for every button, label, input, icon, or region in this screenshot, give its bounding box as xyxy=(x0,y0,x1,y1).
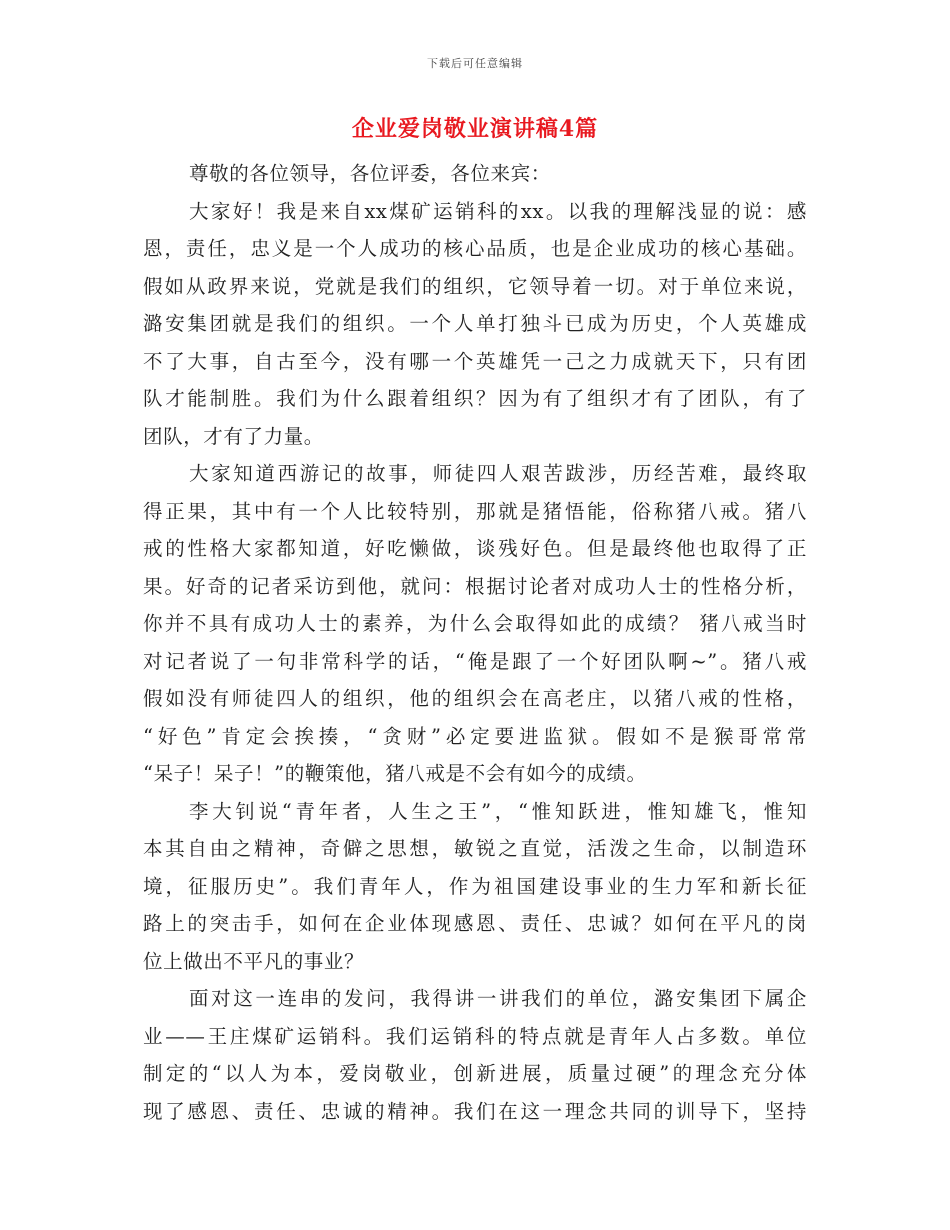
text-line: 尊敬的各位领导，各位评委，各位来宾： xyxy=(189,162,551,185)
text-line: 面对这一连串的发问，我得讲一讲我们的单位，潞安集团下属企 xyxy=(189,987,807,1010)
text-line: 大家知道西游记的故事，师徒四人艰苦跋涉，历经苦难，最终取 xyxy=(189,462,807,485)
text-line: 假如从政界来说，党就是我们的组织，它领导着一切。对于单位来说， xyxy=(143,274,807,298)
text-line: 现了感恩、责任、忠诚的精神。我们在这一理念共同的训导下，坚持 xyxy=(143,1099,807,1123)
text-line: 对记者说了一句非常科学的话，“俺是跟了一个好团队啊~”。猪八戒 xyxy=(143,649,807,673)
text-line: 制定的“以人为本，爱岗敬业，创新进展，质量过硬”的理念充分体 xyxy=(143,1062,807,1085)
text-line: 潞安集团就是我们的组织。一个人单打独斗已成为历史，个人英雄成 xyxy=(143,312,807,335)
text-line: 队才能制胜。我们为什么跟着组织？因为有了组织才有了团队，有了 xyxy=(143,387,807,410)
text-line: 果。好奇的记者采访到他，就问：根据讨论者对成功人士的性格分析， xyxy=(143,574,807,598)
text-line: 得正果，其中有一个人比较特别，那就是猪悟能，俗称猪八戒。猪八 xyxy=(143,499,807,523)
text-line: 假如没有师徒四人的组织，他的组织会在高老庄，以猪八戒的性格， xyxy=(143,687,807,710)
text-line: 业——王庄煤矿运销科。我们运销科的特点就是青年人占多数。单位 xyxy=(143,1024,807,1048)
text-line: 大家好！我是来自xx煤矿运销科的xx。以我的理解浅显的说：感 xyxy=(189,199,807,223)
text-line: 位上做出不平凡的事业？ xyxy=(143,949,365,973)
text-line: 路上的突击手，如何在企业体现感恩、责任、忠诚？如何在平凡的岗 xyxy=(143,912,807,935)
text-line: 团队，才有了力量。 xyxy=(143,424,324,448)
header-note: 下载后可任意编辑 xyxy=(427,57,523,70)
text-line: 恩，责任，忠义是一个人成功的核心品质，也是企业成功的核心基础。 xyxy=(143,237,807,260)
text-line: 境，征服历史”。我们青年人，作为祖国建设事业的生力军和新长征 xyxy=(143,874,807,898)
text-line: 本其自由之精神，奇僻之思想，敏锐之直觉，活泼之生命，以制造环 xyxy=(143,837,807,860)
text-line: “好色”肯定会挨揍，“贪财”必定要进监狱。假如不是猴哥常常 xyxy=(143,724,807,748)
text-line: 你并不具有成功人士的素养，为什么会取得如此的成绩？ 猪八戒当时 xyxy=(143,612,807,635)
text-line: 戒的性格大家都知道，好吃懒做，谈残好色。但是最终他也取得了正 xyxy=(143,537,807,560)
document-title: 企业爱岗敬业演讲稿4篇 xyxy=(351,116,599,142)
document-body xyxy=(143,155,807,1130)
text-line: 李大钊说“青年者，人生之王”，“惟知跃进，惟知雄飞，惟知 xyxy=(189,799,807,823)
text-line: 不了大事，自古至今，没有哪一个英雄凭一己之力成就天下，只有团 xyxy=(143,349,807,373)
text-line: “呆子！呆子！”的鞭策他，猪八戒是不会有如今的成绩。 xyxy=(143,762,647,785)
